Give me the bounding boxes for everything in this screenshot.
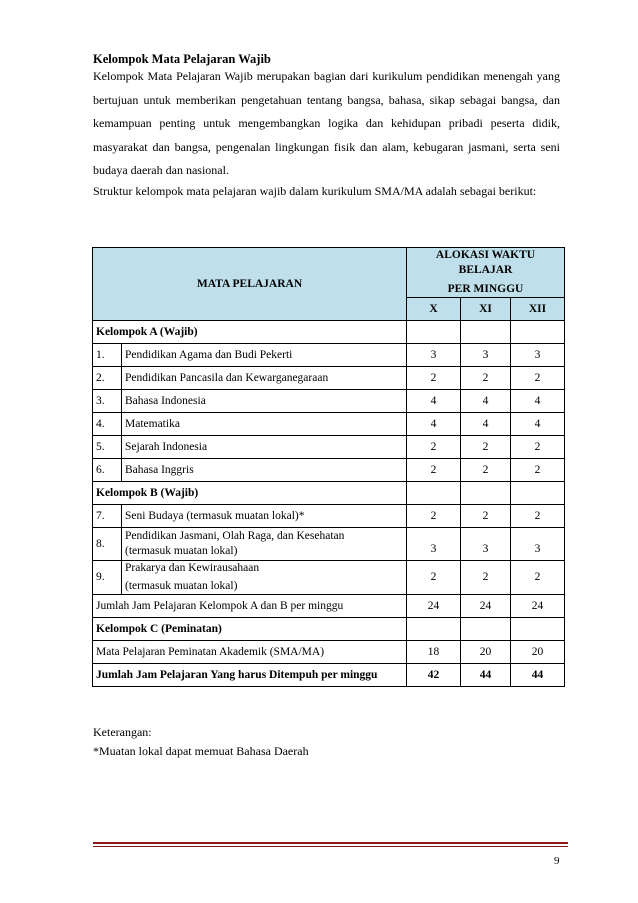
value-xii: 2 — [511, 459, 565, 482]
row-number: 8. — [93, 528, 122, 561]
subject-name: Bahasa Inggris — [122, 459, 407, 482]
table-row — [93, 344, 565, 367]
value-xi: 2 — [461, 436, 511, 459]
subject-name: Seni Budaya (termasuk muatan lokal)* — [122, 505, 407, 528]
subject-name-note: (termasuk muatan lokal) — [125, 580, 238, 592]
header-grade-x: X — [407, 298, 461, 321]
subject-name: Sejarah Indonesia — [122, 436, 407, 459]
value-x: 42 — [407, 664, 461, 687]
subject-name-note: (termasuk muatan lokal) — [125, 545, 238, 557]
value-xii: 24 — [511, 595, 565, 618]
header-grade-xi: XI — [461, 298, 511, 321]
subject-name-cell — [122, 528, 407, 561]
value-xii: 4 — [511, 413, 565, 436]
intro-paragraph — [93, 65, 560, 183]
value-x: 18 — [407, 641, 461, 664]
header-grade-xii: XII — [511, 298, 565, 321]
section-heading: Kelompok Mata Pelajaran Wajib — [93, 52, 271, 66]
table-row — [93, 390, 565, 413]
row-number: 4. — [93, 413, 122, 436]
row-number: 5. — [93, 436, 122, 459]
page-number: 9 — [554, 855, 560, 867]
row-number: 6. — [93, 459, 122, 482]
value-x: 2 — [407, 436, 461, 459]
table-row — [93, 459, 565, 482]
subject-name: Pendidikan Jasmani, Olah Raga, dan Kesehatan — [125, 530, 345, 542]
total-ab-label: Jumlah Jam Pelajaran Kelompok A dan B per minggu — [93, 595, 407, 618]
row-number: 1. — [93, 344, 122, 367]
value-xii: 4 — [511, 390, 565, 413]
header-allocation-line1: ALOKASI WAKTU BELAJAR — [435, 249, 536, 276]
footer-rule — [93, 842, 568, 844]
value-x: 24 — [407, 595, 461, 618]
row-number: 9. — [93, 561, 122, 595]
total-all-label: Jumlah Jam Pelajaran Yang harus Ditempuh per minggu — [93, 664, 407, 687]
row-number: 2. — [93, 367, 122, 390]
value-xii: 2 — [511, 436, 565, 459]
subject-name: Matematika — [122, 413, 407, 436]
group-label: Kelompok A (Wajib) — [93, 321, 407, 344]
value-xii: 2 — [511, 505, 565, 528]
value-xi: 2 — [461, 459, 511, 482]
table-row — [93, 436, 565, 459]
group-row-b — [93, 482, 565, 505]
value-xii: 2 — [511, 367, 565, 390]
footer-rule-thin — [93, 846, 568, 847]
structure-paragraph-text: Struktur kelompok mata pelajaran wajib dalam kurikulum SMA/MA adalah sebagai berikut: — [93, 184, 537, 198]
value-xii: 44 — [511, 664, 565, 687]
value-xi: 2 — [461, 367, 511, 390]
table-row — [93, 528, 565, 561]
table-row — [93, 505, 565, 528]
peminatan-label: Mata Pelajaran Peminatan Akademik (SMA/MA) — [93, 641, 407, 664]
peminatan-row — [93, 641, 565, 664]
subject-name: Pendidikan Agama dan Budi Pekerti — [122, 344, 407, 367]
subject-name: Pendidikan Pancasila dan Kewarganegaraan — [122, 367, 407, 390]
notes-title: Keterangan: — [93, 725, 152, 739]
table-row — [93, 413, 565, 436]
notes-block — [93, 723, 309, 761]
value-x: 3 — [407, 528, 461, 561]
value-xi: 3 — [461, 344, 511, 367]
subject-name: Prakarya dan Kewirausahaan — [125, 562, 260, 574]
value-xii: 3 — [511, 344, 565, 367]
value-x: 2 — [407, 459, 461, 482]
value-xii: 20 — [511, 641, 565, 664]
subject-name: Bahasa Indonesia — [122, 390, 407, 413]
header-allocation-line2: PER MINGGU — [447, 283, 524, 295]
total-ab-row — [93, 595, 565, 618]
group-label: Kelompok B (Wajib) — [93, 482, 407, 505]
notes-line: *Muatan lokal dapat memuat Bahasa Daerah — [93, 744, 309, 758]
group-row-c — [93, 618, 565, 641]
curriculum-table — [92, 247, 565, 687]
subject-name-cell — [122, 561, 407, 595]
group-label: Kelompok C (Peminatan) — [93, 618, 407, 641]
header-allocation — [407, 248, 565, 298]
total-all-row — [93, 664, 565, 687]
value-xi: 20 — [461, 641, 511, 664]
value-xi: 2 — [461, 505, 511, 528]
value-x: 4 — [407, 390, 461, 413]
value-xii: 3 — [511, 528, 565, 561]
group-row-a — [93, 321, 565, 344]
row-number: 3. — [93, 390, 122, 413]
value-x: 4 — [407, 413, 461, 436]
table-row — [93, 367, 565, 390]
value-xi: 4 — [461, 413, 511, 436]
value-xi: 2 — [461, 561, 511, 595]
header-subject: MATA PELAJARAN — [93, 248, 407, 321]
value-xi: 24 — [461, 595, 511, 618]
value-xi: 3 — [461, 528, 511, 561]
intro-paragraph-text: Kelompok Mata Pelajaran Wajib merupakan bagian dari kurikulum pendidikan menengah yang bertujuan untuk memberikan pengetahuan tentang bangsa, bahasa, sikap sebagai bangsa, dan kemampuan penting untuk mengembangkan logika dan kehidupan pribadi peserta didik, masyarakat dan bangsa, pengenalan lingkungan fisik dan alam, kebugaran jasmani, serta seni budaya daerah dan nasional. — [93, 69, 560, 177]
row-number: 7. — [93, 505, 122, 528]
value-xi: 44 — [461, 664, 511, 687]
table-row — [93, 561, 565, 595]
value-x: 2 — [407, 505, 461, 528]
value-xii: 2 — [511, 561, 565, 595]
value-x: 2 — [407, 561, 461, 595]
structure-paragraph — [93, 180, 560, 204]
table-header-row — [93, 248, 565, 298]
value-x: 3 — [407, 344, 461, 367]
value-x: 2 — [407, 367, 461, 390]
value-xi: 4 — [461, 390, 511, 413]
